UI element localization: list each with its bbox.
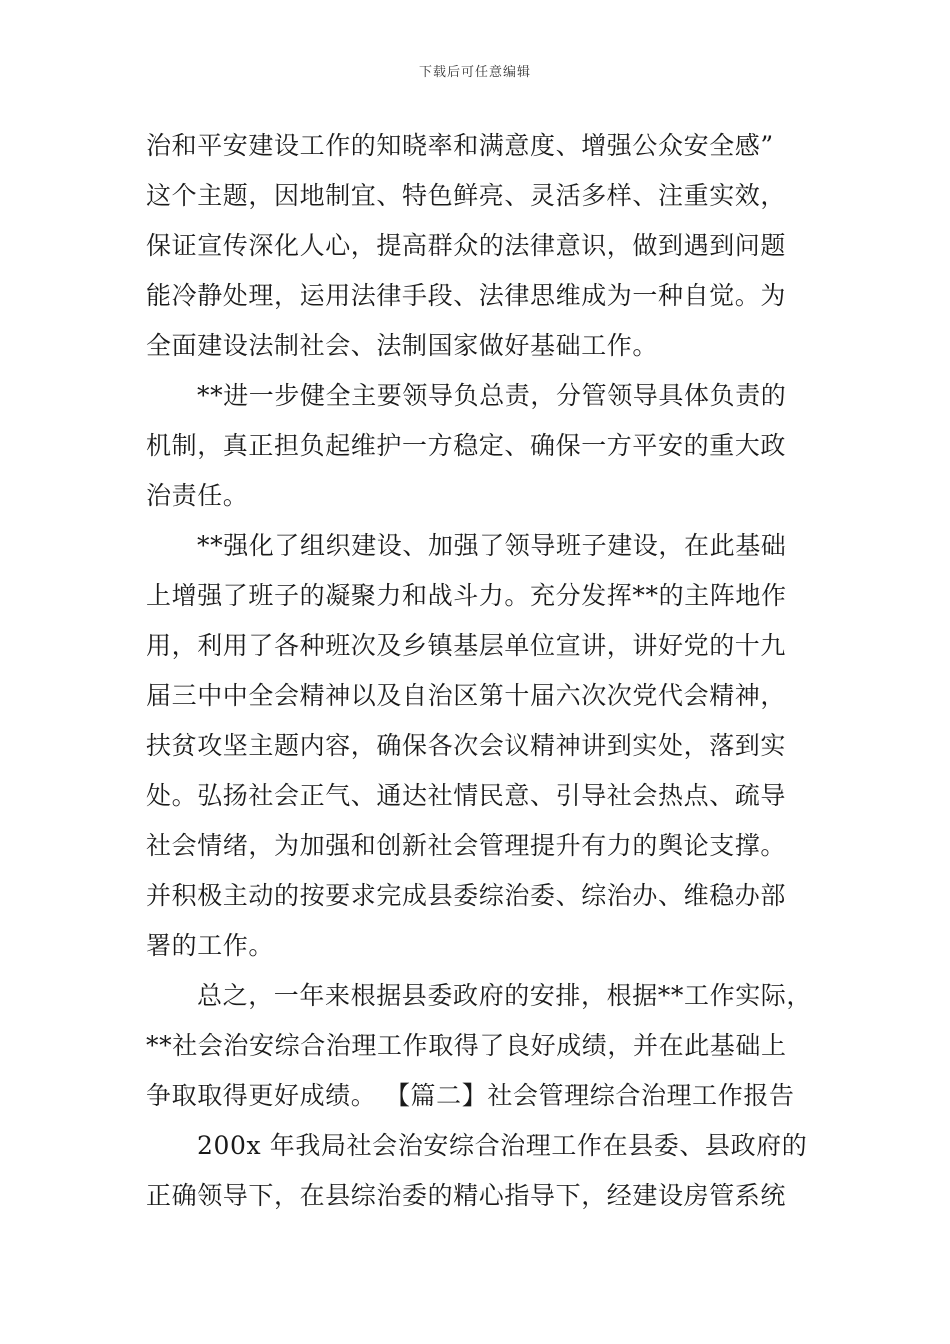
text-line: 能冷静处理，运用法律手段、法律思维成为一种自觉。为 [146, 281, 787, 310]
text-line: 这个主题，因地制宜、特色鲜亮、灵活多样、注重实效， [146, 181, 787, 210]
text-line: 扶贫攻坚主题内容，确保各次会议精神讲到实处，落到实 [146, 731, 787, 760]
page-header: 下载后可任意编辑 [418, 65, 531, 80]
paragraph-first-line: **进一步健全主要领导负总责，分管领导具体负责的 [197, 381, 787, 410]
text-line: 治责任。 [146, 481, 249, 510]
paragraph-first-line: 200x 年我局社会治安综合治理工作在县委、县政府的 [197, 1131, 808, 1160]
text-line: 全面建设法制社会、法制国家做好基础工作。 [146, 331, 659, 360]
text-line: 上增强了班子的凝聚力和战斗力。充分发挥**的主阵地作 [146, 581, 787, 610]
text-line: 处。弘扬社会正气、通达社情民意、引导社会热点、疏导 [146, 781, 787, 810]
paragraph-first-line: **强化了组织建设、加强了领导班子建设，在此基础 [197, 531, 787, 560]
text-line: 保证宣传深化人心，提高群众的法律意识，做到遇到问题 [146, 231, 787, 260]
text-line: 届三中中全会精神以及自治区第十届六次次党代会精神， [146, 681, 787, 710]
text-line: 署的工作。 [146, 931, 275, 960]
text-line: **社会治安综合治理工作取得了良好成绩，并在此基础上 [146, 1031, 787, 1060]
text-line: 正确领导下，在县综治委的精心指导下，经建设房管系统 [146, 1181, 787, 1210]
document-body [146, 126, 811, 1226]
text-line: 争取取得更好成绩。 【篇二】社会管理综合治理工作报告 [146, 1081, 795, 1110]
text-line: 社会情绪，为加强和创新社会管理提升有力的舆论支撑。 [146, 831, 787, 860]
text-line: 治和平安建设工作的知晓率和满意度、增强公众安全感” [146, 131, 774, 160]
paragraph-first-line: 总之，一年来根据县委政府的安排，根据**工作实际， [197, 981, 813, 1010]
text-line: 并积极主动的按要求完成县委综治委、综治办、维稳办部 [146, 881, 787, 910]
text-line: 用，利用了各种班次及乡镇基层单位宣讲，讲好党的十九 [146, 631, 787, 660]
text-line: 机制，真正担负起维护一方稳定、确保一方平安的重大政 [146, 431, 787, 460]
